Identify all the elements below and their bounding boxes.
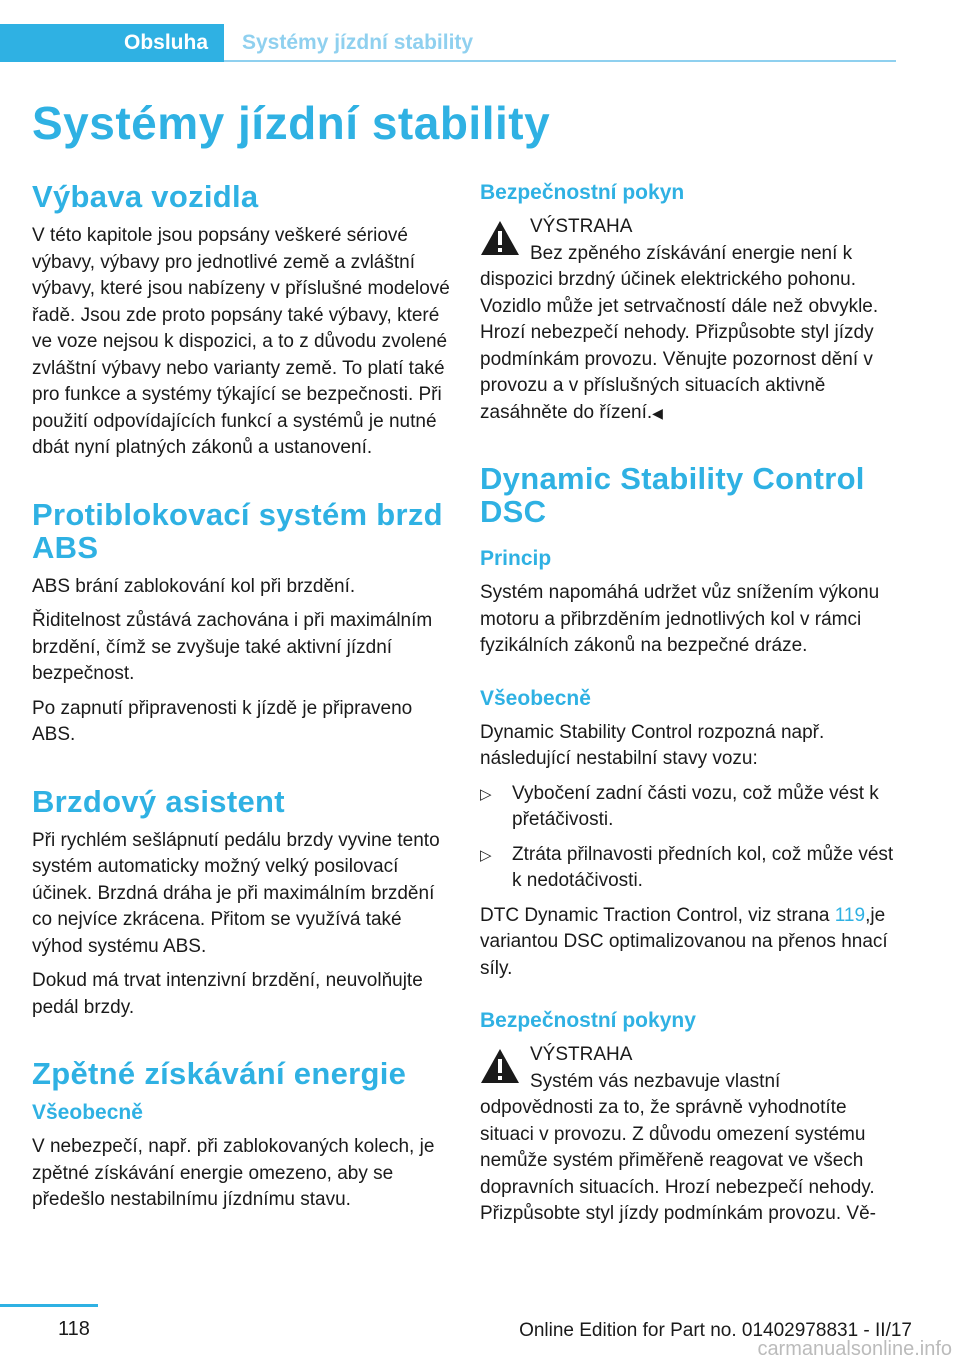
section-tab-label: Obsluha [123,31,208,54]
paragraph-dtc: DTC Dynamic Traction Control, viz strana 119,je variantou DSC optimalizovanou na přenos hnací síly. [480,904,888,979]
warning-triangle-icon [480,1048,520,1084]
end-mark-icon: ◀ [652,404,663,421]
list-item-text: Ztráta přilnavosti předních kol, což může vést k nedotáčivosti. [512,843,894,891]
paragraph-regeneration: V nebezpečí, např. při zablokovaných kolech, je zpětné získávání energie omezeno, aby se předešlo nestabilnímu jízdnímu stavu. [32,1136,435,1210]
warning-label: VÝSTRAHA [530,216,633,237]
heading-abs: Protiblokovací systém brzd ABS [32,496,443,565]
paragraph-abs-2: Řiditelnost zůstává zachována i při maximálním brzdění, čímž se zvyšuje také aktivní jízdní bezpečnost. [32,610,433,684]
heading-brzdovy-asistent: Brzdový asistent [32,783,285,819]
list-item [480,781,898,834]
heading-regeneration: Zpětné získávání energie [32,1056,407,1091]
heading-safety-note: Bezpečnostní pokyn [480,181,685,204]
subheading-vseobecne: Všeobecně [32,1101,143,1124]
warning-text-2: Systém vás nezbavuje vlastní odpovědnosti za to, že správně vyhodnotíte situaci v provozu. Z důvodu omezení systému nemůže systém přiměřeně reagovat ve všech dopravních situacích. Hrozí nebezpečí nehody. Přizpůsobte styl jízdy podmínkám provozu. Vě- [480,1070,877,1224]
warning-triangle-icon [480,220,520,256]
paragraph-princip: Systém napomáhá udržet vůz snížením výkonu motoru a přibrzděním jednotlivých kol v rámci fyzikálních zákonů na bezpečné dráze. [480,582,880,656]
page-title: Systémy jízdní stability [32,97,551,149]
paragraph-abs-1: ABS brání zablokování kol při brzdění. [32,575,356,597]
paragraph-abs-3: Po zapnutí připravenosti k jízdě je připraveno ABS. [32,697,413,745]
heading-dsc-general: Všeobecně [480,686,591,710]
list-item [480,842,898,895]
heading-vybava-vozidla: Výbava vozidla [32,179,259,214]
paragraph-dsc-general: Dynamic Stability Control rozpozná např. následující nestabilní stavy vozu: [480,721,825,769]
page-number: 118 [58,1318,90,1340]
warning-block-2 [480,1042,898,1228]
paragraph-vybava: V této kapitole jsou popsány veškeré sériové výbavy, výbavy pro jednotlivé země a zvláštní výbavy, které jsou nabízeny v příslušné modelové řadě. Jsou zde proto popsány také výbavy, které ve voze nejsou k dispozici, a to z důvodu zvolené zvláštní výbavy nebo varianty země. To platí také pro funkce a systémy týkající se bezpečnosti. Při použití odpovídajících funkcí a systémů je nutné dbát nyní platných zákonů a ustanovení. [32,225,450,458]
header-divider [224,60,896,62]
right-column [480,180,898,1236]
warning-label: VÝSTRAHA [530,1044,633,1065]
left-column [32,180,450,1222]
list-item-text: Vybočení zadní části vozu, což může vést k přetáčivosti. [512,782,879,830]
heading-safety-notes: Bezpečnostní pokyny [480,1009,696,1032]
paragraph-brake-assist-2: Dokud má trvat intenzivní brzdění, neuvolňujte pedál brzdy. [32,970,423,1018]
heading-princip: Princip [480,547,552,570]
bullet-arrow-icon: ▷ [480,785,492,803]
warning-block-1 [480,214,898,426]
breadcrumb: Systémy jízdní stability [242,31,474,54]
footer-divider [0,1304,98,1307]
bullet-arrow-icon: ▷ [480,846,492,864]
heading-dsc: Dynamic Stability Control DSC [480,461,865,529]
watermark: carmanualsonline.info [757,1338,952,1360]
edition-note: Online Edition for Part no. 01402978831 - II/17 [519,1320,912,1341]
section-tab [0,24,224,62]
warning-text-1: Bez zpěného získávání energie není k dispozici brzdný účinek elektrického pohonu. Vozidlo může jet setrvačností dále než obvykle. Hrozí nebezpečí nehody. Přizpůsobte styl jízdy podmínkám provozu. Věnujte pozornost dění v provozu a v příslušných situacích aktivně zasáhněte do řízení.◀ [480,242,879,423]
page-reference-link[interactable]: 119 [834,904,866,926]
paragraph-brake-assist-1: Při rychlém sešlápnutí pedálu brzdy vyvine tento systém automaticky možný velký posilovací účinek. Brzdná dráha je při maximálním brzdění co nejvíce zkrácena. Přitom se využívá také výhod systému ABS. [32,829,440,957]
